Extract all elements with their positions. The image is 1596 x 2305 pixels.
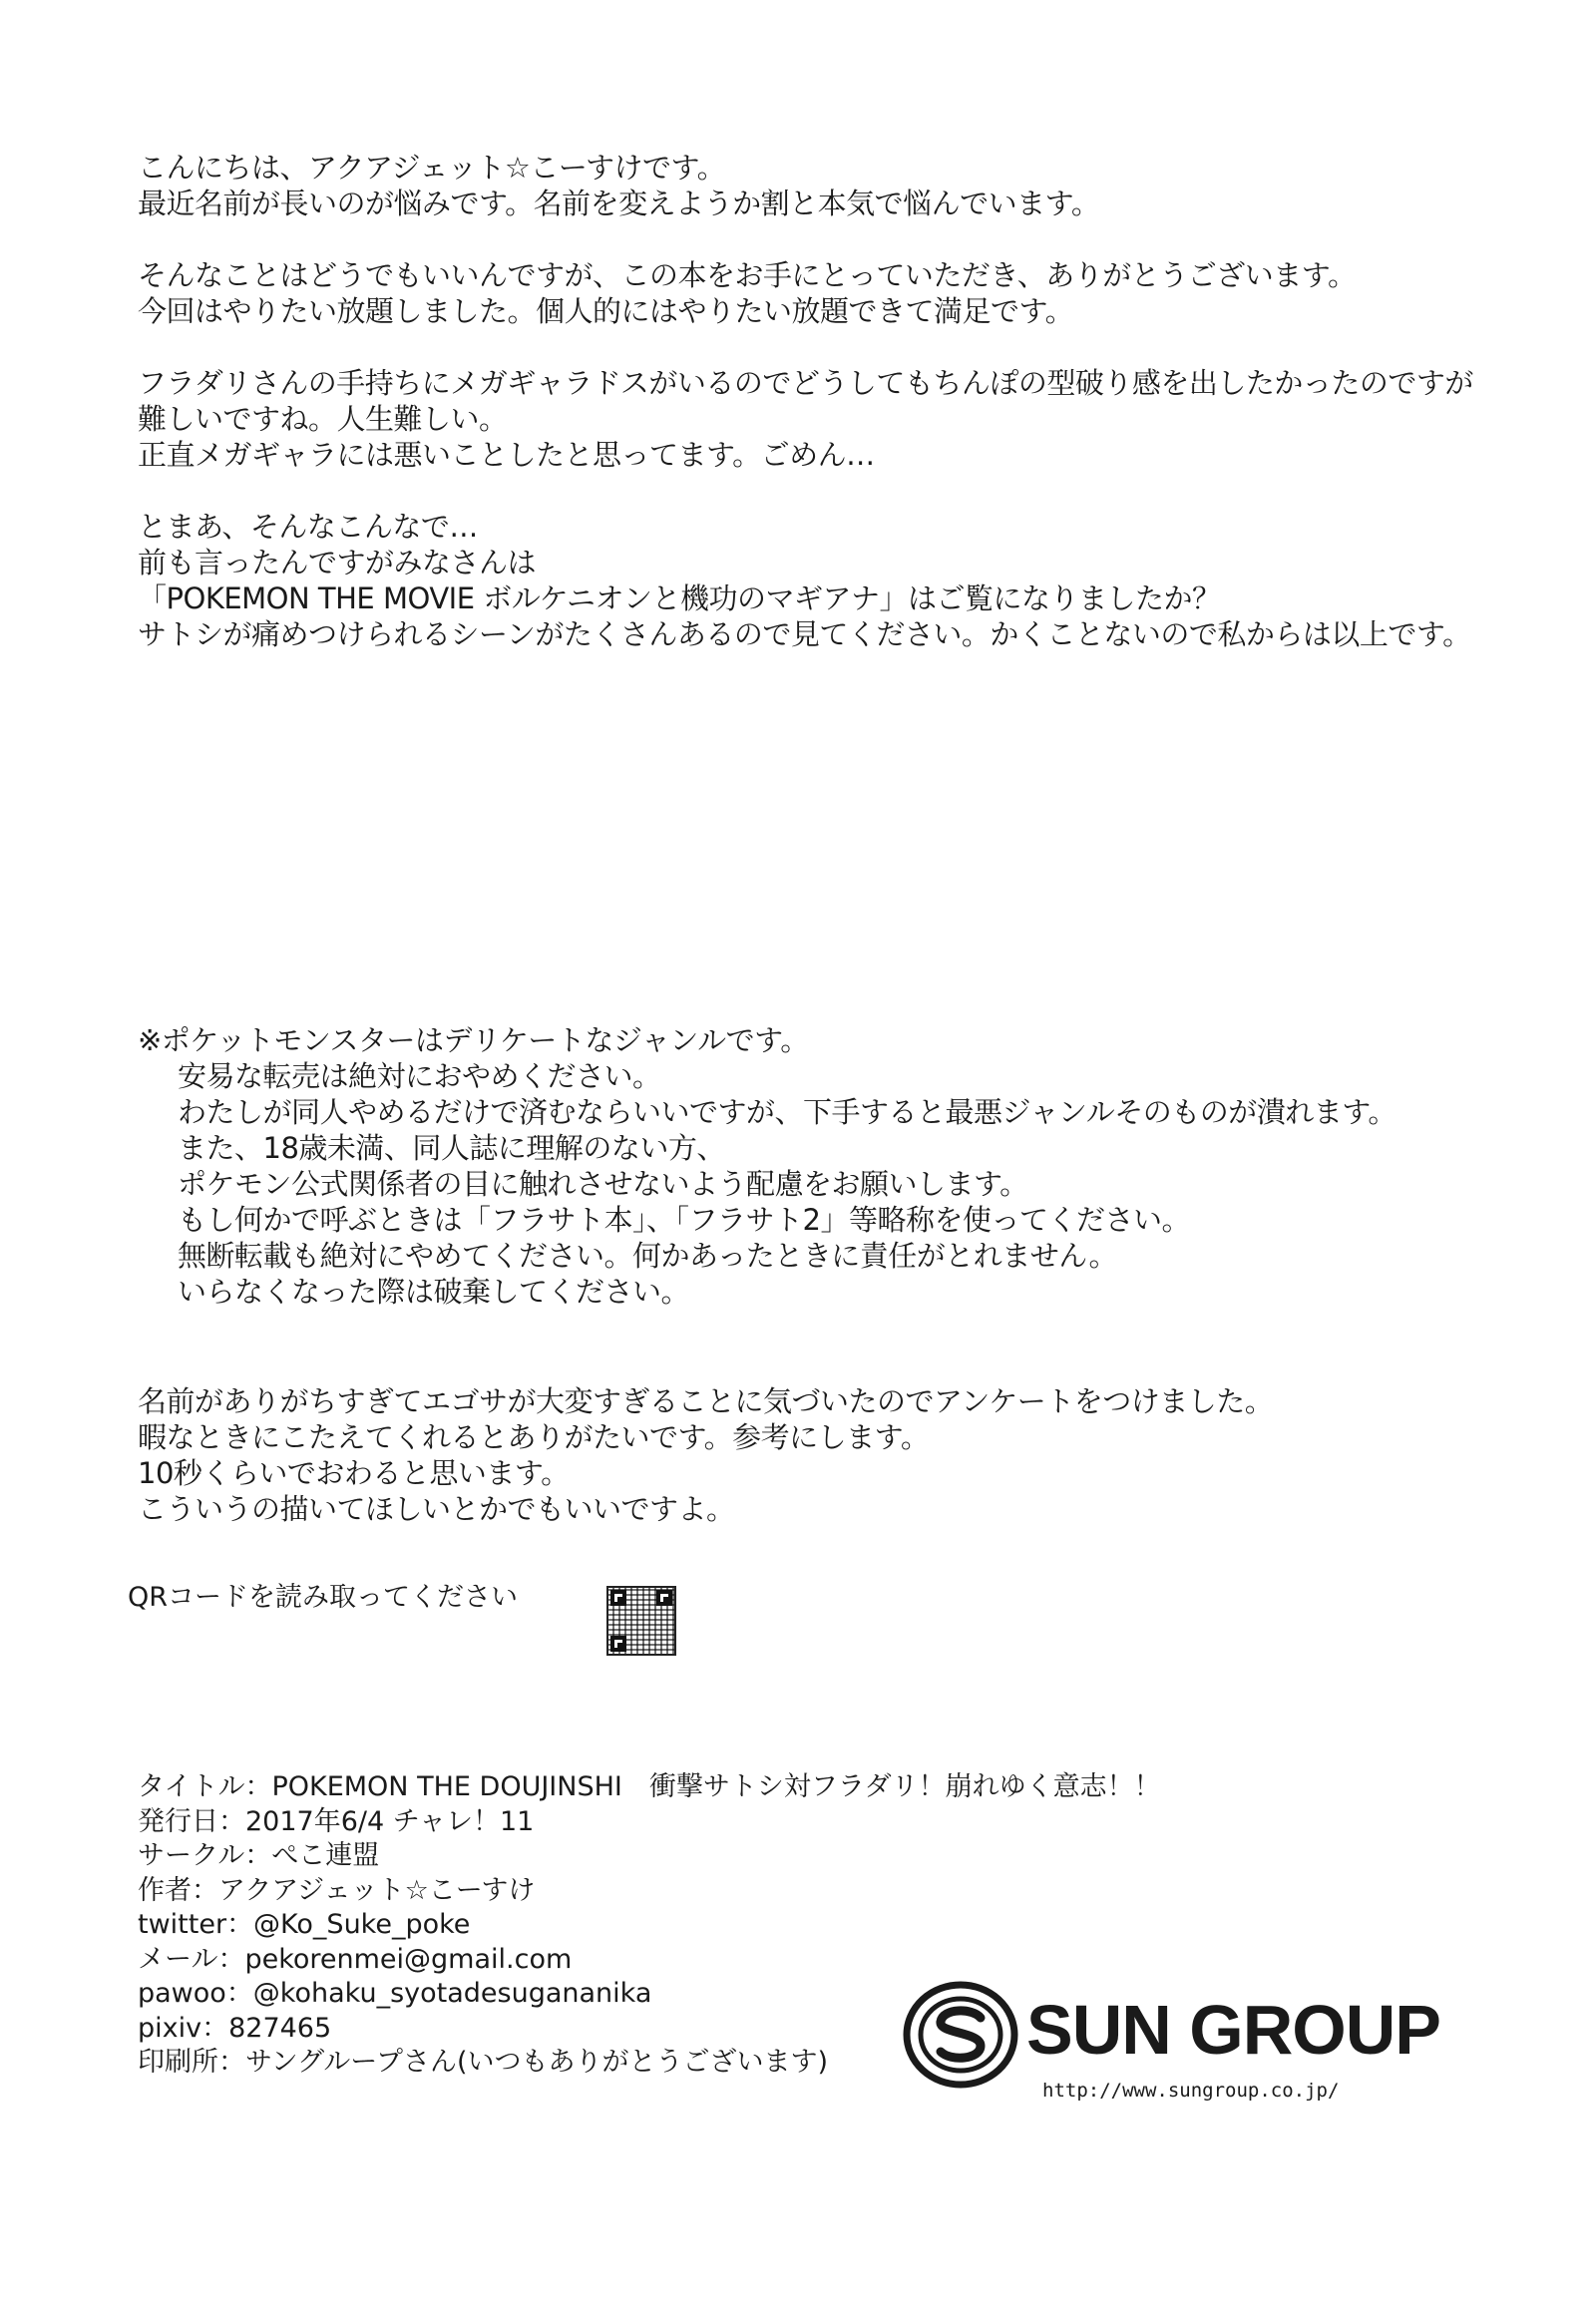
survey-line: 暇なときにこたえてくれるとありがたいです。参考にします。 <box>138 1420 930 1454</box>
notice-line: 安易な転売は絶対におやめください。 <box>178 1059 661 1093</box>
qr-code-icon[interactable] <box>606 1586 676 1656</box>
notice-line: また、18歳未満、同人誌に理解のない方、 <box>178 1131 725 1165</box>
colophon-pawoo: pawoo：@kohaku_syotadesugananika <box>138 1978 652 2009</box>
sun-group-url[interactable]: http://www.sungroup.co.jp/ <box>1042 2080 1340 2102</box>
colophon-mail: メール：pekorenmei@gmail.com <box>138 1943 573 1975</box>
intro-line: 最近名前が長いのが悩みです。名前を変えようか割と本気で悩んでいます。 <box>138 187 1100 220</box>
sun-group-logo-icon <box>903 1980 1018 2090</box>
colophon-pixiv: pixiv：827465 <box>138 2012 332 2044</box>
intro-line: とまあ、そんなこんなで… <box>138 510 478 544</box>
notice-section <box>138 1022 1396 1310</box>
notice-line: もし何かで呼ぶときは「フラサト本」、「フラサト2」等略称を使ってください。 <box>178 1203 1190 1237</box>
colophon-author: 作者：アクアジェット☆こーすけ <box>138 1874 536 1906</box>
sun-group-logo <box>903 1980 1461 2119</box>
intro-line: 難しいですね。人生難しい。 <box>138 402 508 436</box>
intro-line: こんにちは、アクアジェット☆こーすけです。 <box>138 151 726 185</box>
notice-line: いらなくなった際は破棄してください。 <box>178 1275 690 1309</box>
intro-line: フラダリさんの手持ちにメガギャラドスがいるのでどうしてもちんぽの型破り感を出したかったのですが <box>138 366 1473 400</box>
colophon-title: タイトル：POKEMON THE DOUJINSHI 衝撃サトシ対フラダリ！崩れゆく意志！！ <box>138 1771 1161 1802</box>
survey-line: こういうの描いてほしいとかでもいいですよ。 <box>138 1492 735 1526</box>
survey-section <box>138 1383 1273 1527</box>
intro-line: 「POKEMON THE MOVIE ボルケニオンと機功のマギアナ」はご覧になりましたか？ <box>138 581 1221 615</box>
colophon-date: 発行日：2017年6/4 チャレ！11 <box>138 1805 535 1837</box>
survey-line: 10秒くらいでおわると思います。 <box>138 1456 570 1490</box>
intro-section <box>138 150 1473 652</box>
notice-line: ※ポケットモンスターはデリケートなジャンルです。 <box>138 1023 809 1057</box>
intro-line: そんなことはどうでもいいんですが、この本をお手にとっていただき、ありがとうございます。 <box>138 258 1357 292</box>
intro-line: サトシが痛めつけられるシーンがたくさんあるので見てください。かくことないので私からは以上です。 <box>138 617 1471 651</box>
sun-group-name: SUN GROUP <box>1026 1991 1440 2069</box>
notice-line: 無断転載も絶対にやめてください。何かあったときに責任がとれません。 <box>178 1239 1117 1273</box>
qr-instruction: QRコードを読み取ってください <box>128 1582 519 1613</box>
notice-line: ポケモン公式関係者の目に触れさせないよう配慮をお願いします。 <box>178 1167 1028 1201</box>
colophon-printer: 印刷所：サングループさん(いつもありがとうございます) <box>138 2047 829 2078</box>
notice-line: わたしが同人やめるだけで済むならいいですが、下手すると最悪ジャンルそのものが潰れます。 <box>178 1095 1396 1129</box>
intro-line: 前も言ったんですがみなさんは <box>138 546 537 579</box>
survey-line: 名前がありがちすぎてエゴサが大変すぎることに気づいたのでアンケートをつけました。 <box>138 1384 1274 1418</box>
colophon-circle: サークル：ぺこ連盟 <box>138 1840 380 1871</box>
colophon-twitter: twitter：@Ko_Suke_poke <box>138 1909 471 1940</box>
intro-line: 正直メガギャラには悪いことしたと思ってます。ごめん… <box>138 438 875 472</box>
intro-line: 今回はやりたい放題しました。個人的にはやりたい放題できて満足です。 <box>138 294 1074 328</box>
